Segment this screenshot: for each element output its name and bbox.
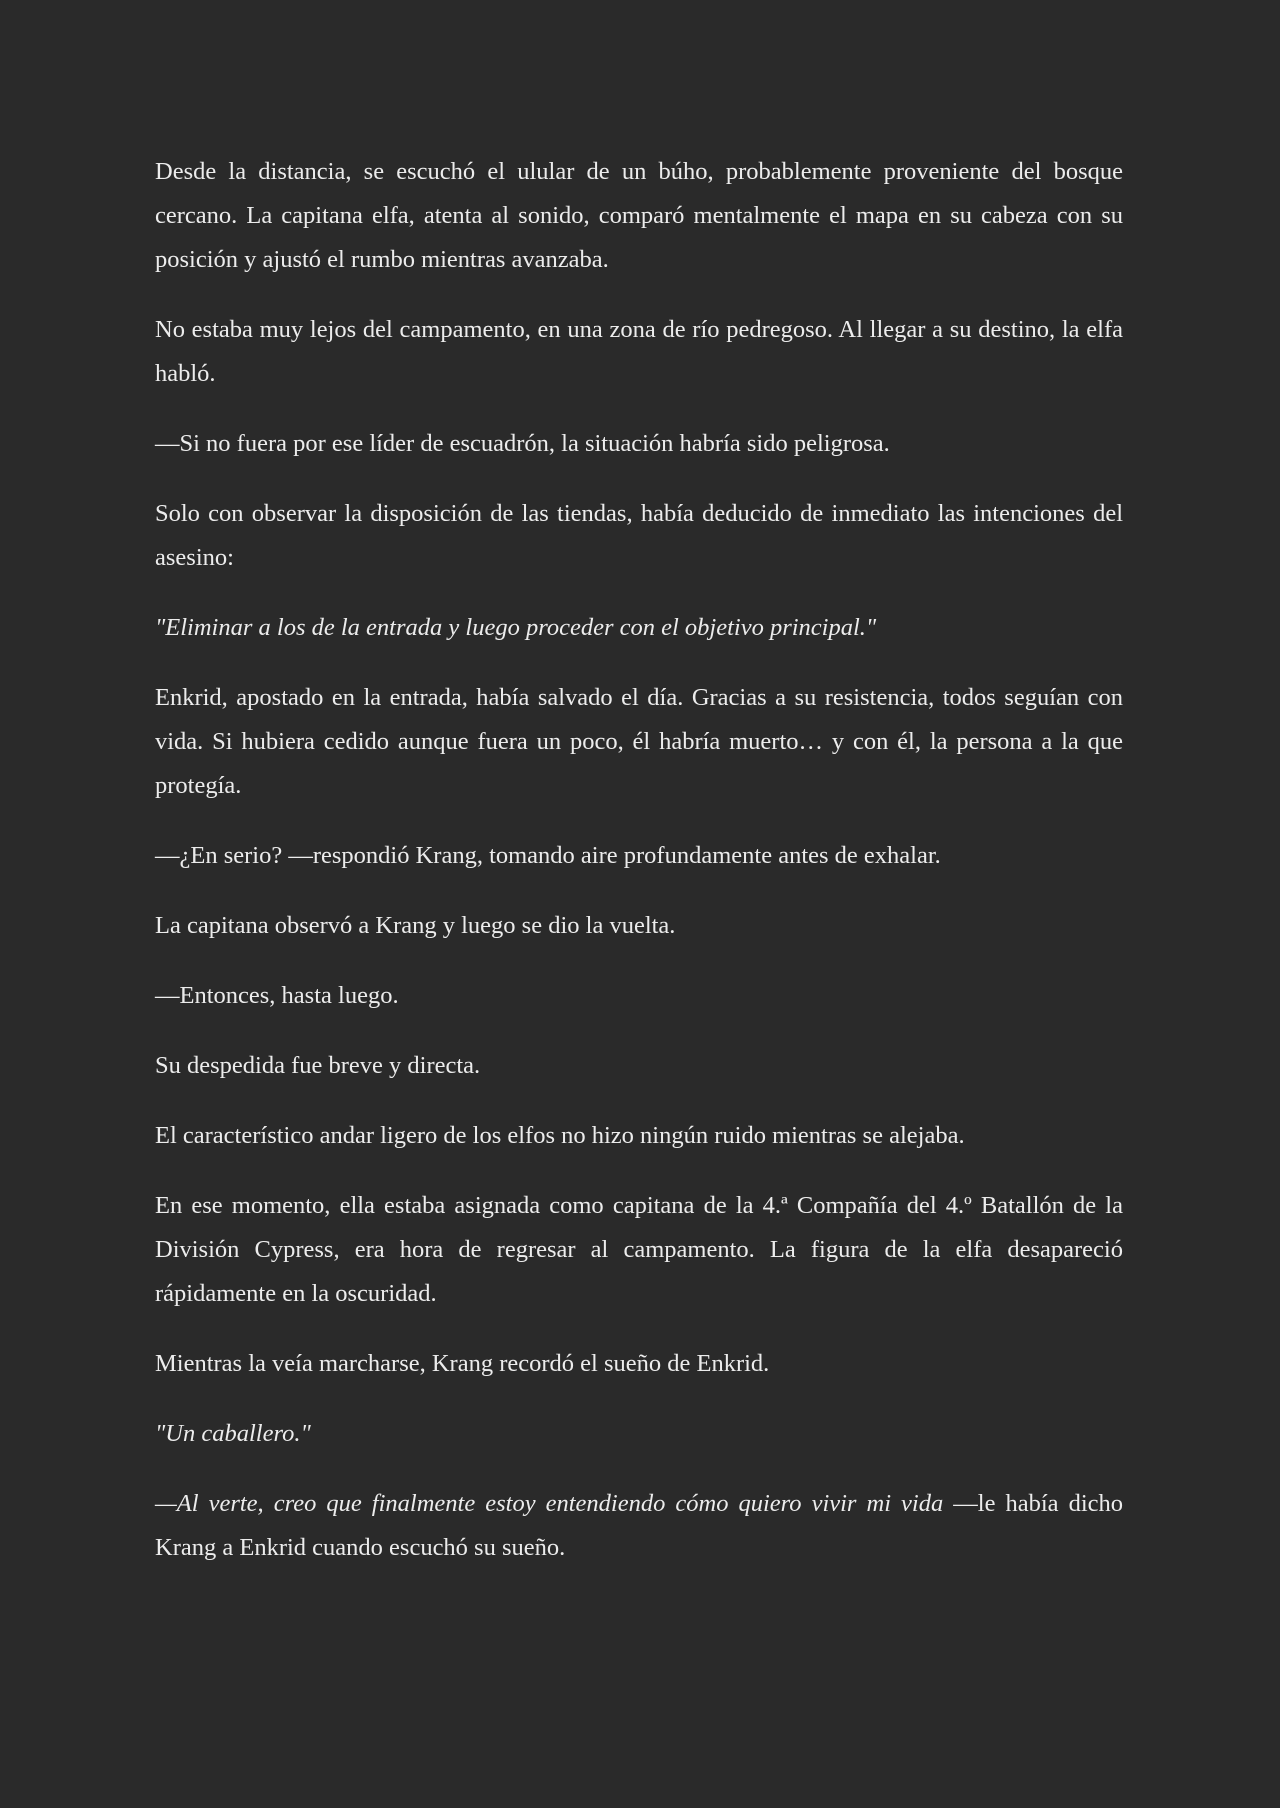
paragraph-mixed xyxy=(155,1482,1123,1570)
paragraph: La capitana observó a Krang y luego se dio la vuelta. xyxy=(155,912,676,939)
paragraph: Desde la distancia, se escuchó el ulular de un búho, probablemente proveniente del bosque cercano. La capitana elfa, atenta al sonido, comparó mentalmente el mapa en su cabeza con su posición y ajustó el rumbo mientras avanzaba. xyxy=(155,158,1123,273)
paragraph: Su despedida fue breve y directa. xyxy=(155,1052,481,1079)
italic-dialogue: —Al verte, creo que finalmente estoy entendiendo cómo quiero vivir mi vida xyxy=(155,1490,954,1517)
paragraph: —¿En serio? —respondió Krang, tomando aire profundamente antes de exhalar. xyxy=(155,842,941,869)
paragraph-italic xyxy=(155,1412,1123,1456)
paragraph: Enkrid, apostado en la entrada, había salvado el día. Gracias a su resistencia, todos seguían con vida. Si hubiera cedido aunque fuera un poco, él habría muerto… y con él, la persona a la que protegía. xyxy=(155,684,1123,799)
italic-quote: "Un caballero." xyxy=(155,1420,311,1447)
paragraph: No estaba muy lejos del campamento, en una zona de río pedregoso. Al llegar a su destino, la elfa habló. xyxy=(155,316,1123,387)
paragraph: El característico andar ligero de los elfos no hizo ningún ruido mientras se alejaba. xyxy=(155,1122,965,1149)
paragraph: —Si no fuera por ese líder de escuadrón, la situación habría sido peligrosa. xyxy=(155,430,890,457)
paragraph: Solo con observar la disposición de las tiendas, había deducido de inmediato las intenciones del asesino: xyxy=(155,500,1123,571)
italic-quote: "Eliminar a los de la entrada y luego proceder con el objetivo principal." xyxy=(155,614,877,641)
chapter-text xyxy=(155,150,1123,1596)
dialogue-tag: —le había dicho Krang a Enkrid cuando escuchó su sueño. xyxy=(155,1490,1124,1561)
paragraph: Mientras la veía marcharse, Krang recordó el sueño de Enkrid. xyxy=(155,1350,770,1377)
paragraph: —Entonces, hasta luego. xyxy=(155,982,399,1009)
paragraph-italic xyxy=(155,606,1123,650)
paragraph: En ese momento, ella estaba asignada como capitana de la 4.ª Compañía del 4.º Batallón de la División Cypress, era hora de regresar al campamento. La figura de la elfa desapareció rápidamente en la oscuridad. xyxy=(155,1192,1123,1307)
